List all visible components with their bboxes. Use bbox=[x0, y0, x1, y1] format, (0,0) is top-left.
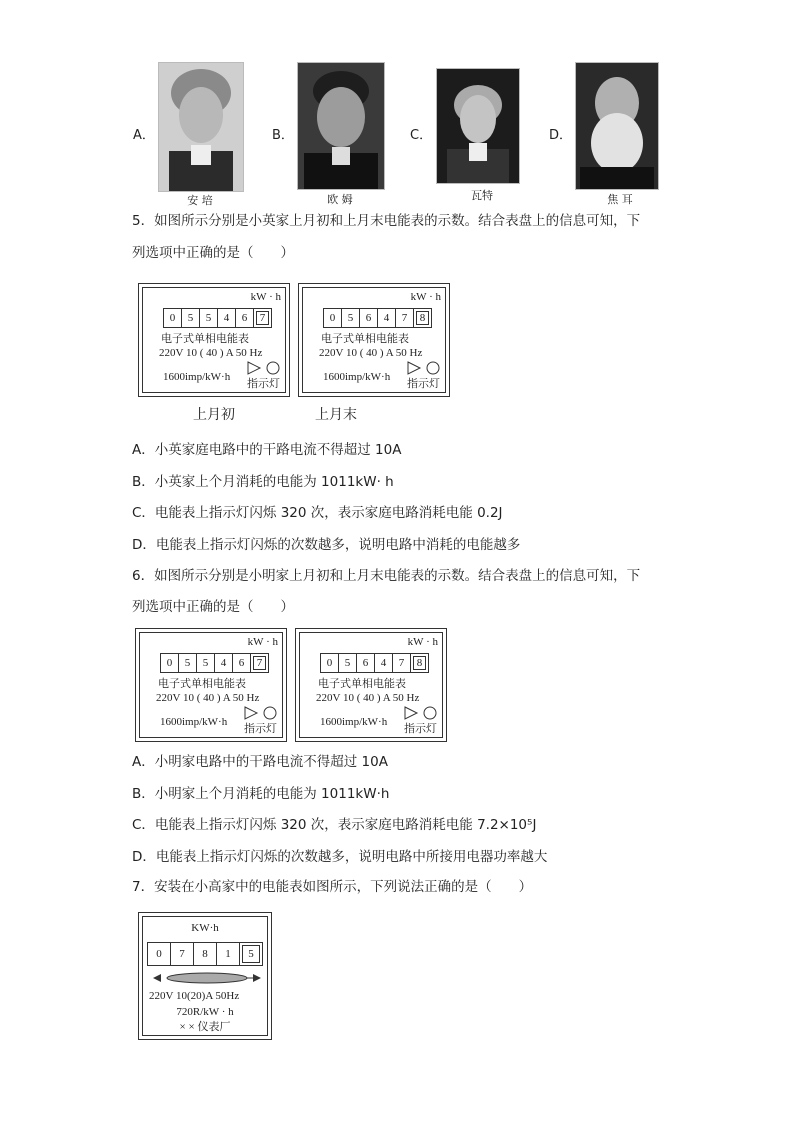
q5-option-c: C．电能表上指示灯闪烁 320 次，表示家庭电路消耗电能 0.2J bbox=[132, 505, 503, 521]
meter-unit: kW · h bbox=[250, 291, 281, 303]
meter-unit: kW · h bbox=[407, 636, 438, 648]
q6-stem-line2: 列选项中正确的是（ ） bbox=[132, 599, 294, 615]
meter-indicator-label: 指示灯 bbox=[404, 723, 437, 735]
meter-constant: 1600imp/kW·h bbox=[160, 716, 228, 728]
q5-option-a: A．小英家庭电路中的干路电流不得超过 10A bbox=[132, 442, 402, 458]
q7-meter bbox=[138, 912, 272, 1040]
option-letter-d: D． bbox=[549, 128, 573, 143]
q6-option-c: C．电能表上指示灯闪烁 320 次，表示家庭电路消耗电能 7.2×10⁵J bbox=[132, 817, 537, 833]
q6-meter-end bbox=[295, 628, 447, 742]
q6-stem-line1: 6．如图所示分别是小明家上月初和上月末电能表的示数。结合表盘上的信息可知，下 bbox=[132, 568, 641, 584]
q6-meter-start bbox=[135, 628, 287, 742]
meter-type: 电子式单相电能表 bbox=[161, 333, 249, 345]
meter-type: 电子式单相电能表 bbox=[158, 678, 246, 690]
option-letter-c: C． bbox=[410, 128, 433, 143]
caption-ohm: 欧 姆 bbox=[327, 193, 353, 206]
q7-stem: 7．安装在小高家中的电能表如图所示，下列说法正确的是（ ） bbox=[132, 879, 533, 895]
portrait-joule bbox=[575, 62, 659, 190]
meter-rating: 220V 10 ( 40 ) A 50 Hz bbox=[319, 347, 423, 359]
meter-indicator-label: 指示灯 bbox=[247, 378, 280, 390]
q5-label-end: 上月末 bbox=[315, 407, 357, 423]
meter-unit: KW·h bbox=[191, 922, 219, 934]
meter-digits: 0 5 6 4 7 8 bbox=[323, 308, 432, 328]
q5-stem-line2: 列选项中正确的是（ ） bbox=[132, 245, 294, 261]
meter-type: 电子式单相电能表 bbox=[318, 678, 406, 690]
q5-label-start: 上月初 bbox=[193, 407, 235, 423]
portrait-ohm bbox=[297, 62, 385, 190]
meter-constant: 1600imp/kW·h bbox=[323, 371, 391, 383]
q5-option-d: D．电能表上指示灯闪烁的次数越多，说明电路中消耗的电能越多 bbox=[132, 537, 521, 553]
indicator-icon bbox=[404, 706, 440, 720]
rotating-disc-icon bbox=[151, 971, 263, 985]
meter-digits: 0 5 5 4 6 7 bbox=[163, 308, 272, 328]
portrait-watt bbox=[436, 68, 520, 184]
indicator-icon bbox=[244, 706, 280, 720]
meter-rating: 220V 10 ( 40 ) A 50 Hz bbox=[156, 692, 260, 704]
portrait-ampere bbox=[158, 62, 244, 192]
meter-indicator-label: 指示灯 bbox=[407, 378, 440, 390]
indicator-icon bbox=[407, 361, 443, 375]
meter-digits: 0 5 6 4 7 8 bbox=[320, 653, 429, 673]
meter-digits: 0 5 5 4 6 7 bbox=[160, 653, 269, 673]
meter-constant: 1600imp/kW·h bbox=[320, 716, 388, 728]
meter-rating: 220V 10 ( 40 ) A 50 Hz bbox=[159, 347, 263, 359]
q6-option-d: D．电能表上指示灯闪烁的次数越多，说明电路中所接用电器功率越大 bbox=[132, 849, 548, 865]
q5-stem-line1: 5．如图所示分别是小英家上月初和上月末电能表的示数。结合表盘上的信息可知，下 bbox=[132, 213, 641, 229]
q6-option-b: B．小明家上个月消耗的电能为 1011kW·h bbox=[132, 786, 390, 802]
meter-constant: 1600imp/kW·h bbox=[163, 371, 231, 383]
option-letter-a: A． bbox=[133, 128, 155, 143]
caption-watt: 瓦特 bbox=[471, 189, 493, 202]
indicator-icon bbox=[247, 361, 283, 375]
meter-digits: 0 7 8 1 5 bbox=[147, 942, 263, 966]
q5-option-b: B．小英家上个月消耗的电能为 1011kW· h bbox=[132, 474, 394, 490]
meter-rating: 220V 10(20)A 50Hz bbox=[149, 990, 240, 1002]
meter-rating: 220V 10 ( 40 ) A 50 Hz bbox=[316, 692, 420, 704]
caption-ampere: 安 培 bbox=[187, 194, 213, 207]
q6-option-a: A．小明家电路中的干路电流不得超过 10A bbox=[132, 754, 388, 770]
q5-meter-end bbox=[298, 283, 450, 397]
meter-indicator-label: 指示灯 bbox=[244, 723, 277, 735]
meter-maker: × × 仪表厂 bbox=[179, 1021, 231, 1033]
meter-unit: kW · h bbox=[247, 636, 278, 648]
meter-type: 电子式单相电能表 bbox=[321, 333, 409, 345]
caption-joule: 焦 耳 bbox=[607, 193, 633, 206]
q5-meter-start bbox=[138, 283, 290, 397]
meter-constant: 720R/kW · h bbox=[176, 1006, 234, 1018]
meter-unit: kW · h bbox=[410, 291, 441, 303]
option-letter-b: B． bbox=[272, 128, 294, 143]
